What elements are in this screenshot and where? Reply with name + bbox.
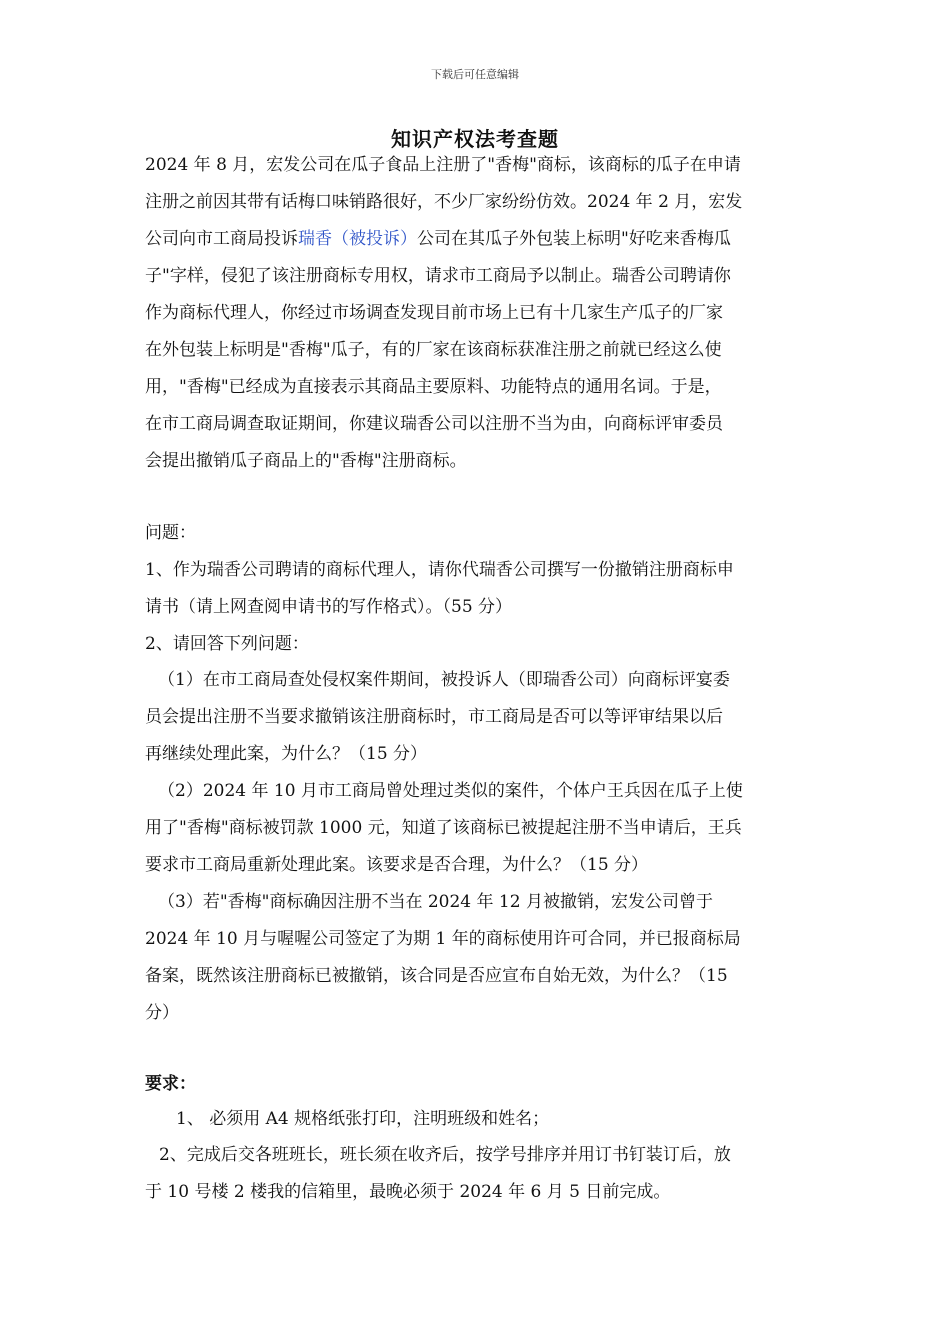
case-line: 会提出撤销瓜子商品上的"香梅"注册商标。 xyxy=(145,451,467,471)
question-2-3-line: 分） xyxy=(145,1003,179,1023)
case-line-part: 公司在其瓜子外包装上标明"好吃来香梅瓜 xyxy=(417,229,731,249)
complaint-link[interactable]: 瑞香（被投诉） xyxy=(298,229,417,249)
case-line: 用，"香梅"已经成为直接表示其商品主要原料、功能特点的通用名词。于是， xyxy=(145,377,722,397)
question-2-2-line: 要求市工商局重新处理此案。该要求是否合理，为什么？（15 分） xyxy=(145,855,649,875)
questions-heading: 问题： xyxy=(145,523,196,543)
case-line-part: 公司向市工商局投诉 xyxy=(145,229,298,249)
case-line: 2024 年 8 月，宏发公司在瓜子食品上注册了"香梅"商标，该商标的瓜子在申请 xyxy=(145,155,741,175)
case-line: 注册之前因其带有话梅口味销路很好，不少厂家纷纷仿效。2024 年 2 月，宏发 xyxy=(145,192,743,212)
case-line xyxy=(145,224,731,249)
question-1-line: 1、作为瑞香公司聘请的商标代理人，请你代瑞香公司撰写一份撤销注册商标申 xyxy=(145,560,734,580)
case-line: 子"字样，侵犯了该注册商标专用权，请求市工商局予以制止。瑞香公司聘请你 xyxy=(145,266,731,286)
requirement-1: 1、 必须用 A4 规格纸张打印，注明班级和姓名； xyxy=(176,1109,550,1129)
question-2-3-line: 备案，既然该注册商标已被撤销，该合同是否应宣布自始无效，为什么？（15 xyxy=(145,966,728,986)
case-line: 在外包装上标明是"香梅"瓜子，有的厂家在该商标获准注册之前就已经这么使 xyxy=(145,340,722,360)
question-2-3-line: 2024 年 10 月与喔喔公司签定了为期 1 年的商标使用许可合同，并已报商标局 xyxy=(145,929,741,949)
question-2-2-line: （2）2024 年 10 月市工商局曾处理过类似的案件，个体户王兵因在瓜子上使 xyxy=(158,781,743,801)
question-2-2-line: 用了"香梅"商标被罚款 1000 元，知道了该商标已被提起注册不当申请后，王兵 xyxy=(145,818,742,838)
question-2-1-line: 员会提出注册不当要求撤销该注册商标时，市工商局是否可以等评审结果以后 xyxy=(145,707,723,727)
question-2-1-line: （1）在市工商局查处侵权案件期间，被投诉人（即瑞香公司）向商标评宴委 xyxy=(158,670,730,690)
question-2-1-line: 再继续处理此案，为什么？（15 分） xyxy=(145,744,428,764)
question-2-heading: 2、请回答下列问题： xyxy=(145,634,309,654)
question-2-3-line: （3）若"香梅"商标确因注册不当在 2024 年 12 月被撤销，宏发公司曾于 xyxy=(158,892,713,912)
question-1-line: 请书（请上网查阅申请书的写作格式）。（55 分） xyxy=(145,597,513,617)
requirement-2-line: 2、完成后交各班班长，班长须在收齐后，按学号排序并用订书钉装订后，放 xyxy=(159,1145,731,1165)
requirement-2-line: 于 10 号楼 2 楼我的信箱里，最晚必须于 2024 年 6 月 5 日前完成。 xyxy=(145,1182,671,1202)
header-note: 下载后可任意编辑 xyxy=(431,68,519,81)
requirements-heading: 要求： xyxy=(145,1074,196,1094)
case-line: 作为商标代理人，你经过市场调查发现目前市场上已有十几家生产瓜子的厂家 xyxy=(145,303,723,323)
document-title: 知识产权法考查题 xyxy=(391,127,559,151)
case-line: 在市工商局调查取证期间，你建议瑞香公司以注册不当为由，向商标评审委员 xyxy=(145,414,723,434)
